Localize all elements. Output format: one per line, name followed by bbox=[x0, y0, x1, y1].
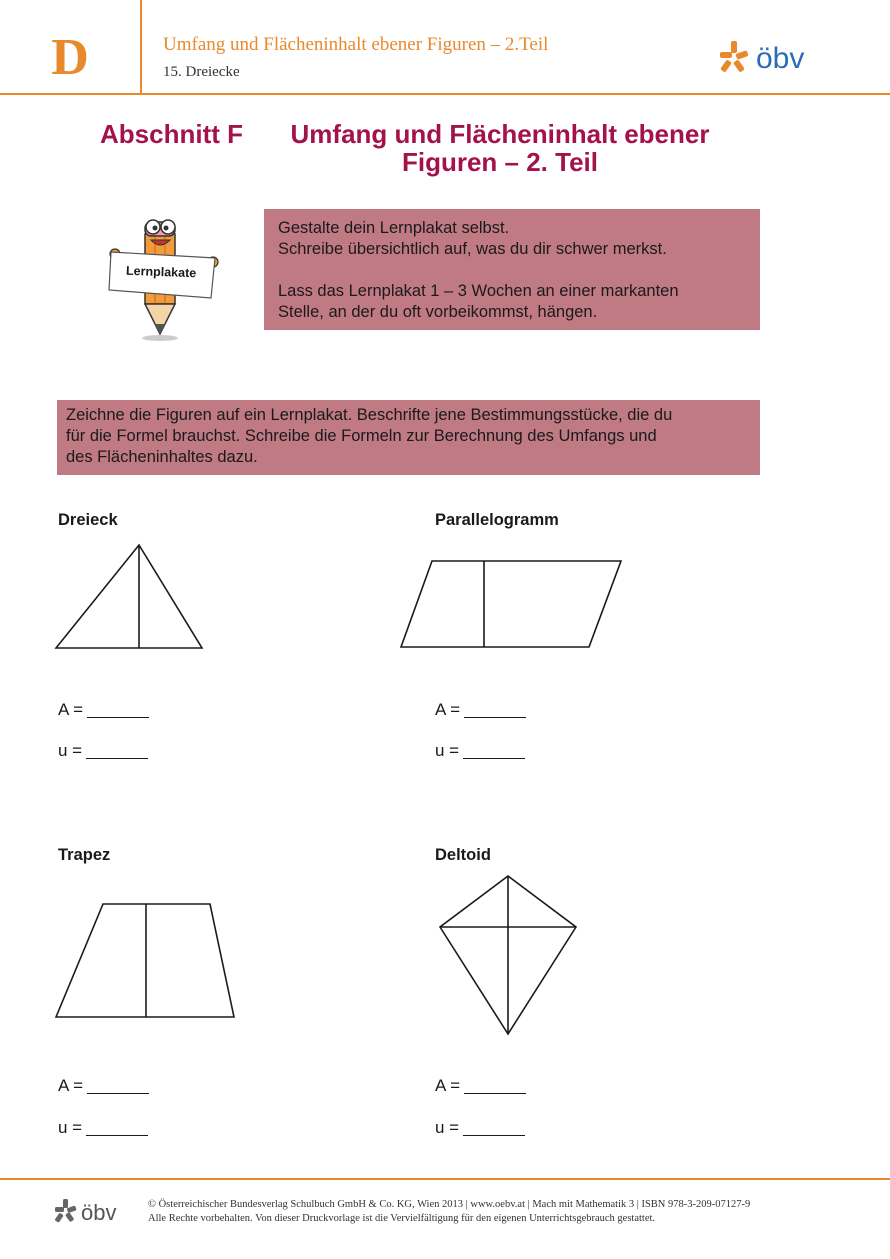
intro-line-2: Schreibe übersichtlich auf, was du dir schwer merkst. bbox=[278, 240, 667, 258]
star-logo-icon bbox=[54, 1199, 76, 1223]
footer-divider bbox=[0, 1178, 890, 1180]
triangle-perimeter-label: u = bbox=[58, 741, 83, 760]
intro-instruction-box bbox=[264, 209, 760, 330]
star-logo-icon bbox=[720, 41, 749, 73]
task-line-2: für die Formel brauchst. Schreibe die Formeln zur Berechnung des Umfangs und bbox=[66, 427, 657, 445]
trapezoid-area-formula bbox=[58, 1076, 149, 1096]
trapezoid-perimeter-blank bbox=[86, 1118, 148, 1136]
parallelogram-perimeter-formula bbox=[435, 741, 525, 761]
footer-line-1: © Österreichischer Bundesverlag Schulbuch GmbH & Co. KG, Wien 2013 | www.oebv.at | Mach mit Mathematik 3 | ISBN 978-3-209-07127-9 bbox=[148, 1199, 751, 1210]
task-line-3: des Flächeninhaltes dazu. bbox=[66, 448, 258, 466]
logo-text: öbv bbox=[756, 42, 805, 75]
triangle-figure bbox=[50, 540, 210, 654]
header-divider-horizontal bbox=[0, 93, 890, 95]
section-heading bbox=[280, 120, 720, 176]
parallelogram-figure bbox=[395, 555, 627, 653]
kite-perimeter-formula bbox=[435, 1118, 525, 1138]
header-divider-vertical bbox=[140, 0, 142, 94]
task-line-1: Zeichne die Figuren auf ein Lernplakat. Beschrifte jene Bestimmungsstücke, die du bbox=[66, 406, 673, 424]
kite-area-blank bbox=[464, 1076, 526, 1094]
kite-area-formula bbox=[435, 1076, 526, 1096]
figure-title-parallelogram: Parallelogramm bbox=[435, 511, 559, 529]
trapezoid-area-label: A = bbox=[58, 1076, 84, 1095]
triangle-perimeter-blank bbox=[86, 741, 148, 759]
trapezoid-perimeter-label: u = bbox=[58, 1118, 83, 1137]
figure-title-triangle: Dreieck bbox=[58, 511, 118, 529]
header-title: Umfang und Flächeninhalt ebener Figuren – 2.Teil bbox=[163, 34, 549, 55]
intro-line-4: Stelle, an der du oft vorbeikommst, hängen. bbox=[278, 303, 598, 321]
figure-title-trapezoid: Trapez bbox=[58, 846, 111, 864]
section-label: Abschnitt F bbox=[100, 119, 243, 149]
trapezoid-figure bbox=[50, 898, 240, 1023]
parallelogram-area-formula bbox=[435, 700, 526, 720]
kite-perimeter-blank bbox=[463, 1118, 525, 1136]
parallelogram-area-blank bbox=[464, 700, 526, 718]
triangle-area-label: A = bbox=[58, 700, 84, 719]
publisher-logo bbox=[718, 38, 818, 83]
kite-perimeter-label: u = bbox=[435, 1118, 460, 1137]
footer-logo-text: öbv bbox=[81, 1200, 117, 1225]
kite-area-label: A = bbox=[435, 1076, 461, 1095]
section-heading-line1: Umfang und Flächeninhalt ebener bbox=[290, 119, 710, 149]
footer-logo bbox=[54, 1197, 126, 1232]
mascot-sign-text: Lernplakate bbox=[125, 263, 197, 281]
trapezoid-area-blank bbox=[87, 1076, 149, 1094]
parallelogram-perimeter-label: u = bbox=[435, 741, 460, 760]
header-subtitle: 15. Dreiecke bbox=[163, 64, 240, 80]
footer-copyright bbox=[148, 1198, 750, 1226]
chapter-letter: D bbox=[51, 29, 89, 86]
triangle-perimeter-formula bbox=[58, 741, 148, 761]
parallelogram-perimeter-blank bbox=[463, 741, 525, 759]
intro-line-1: Gestalte dein Lernplakat selbst. bbox=[278, 219, 510, 237]
trapezoid-perimeter-formula bbox=[58, 1118, 148, 1138]
footer-line-2: Alle Rechte vorbehalten. Von dieser Druckvorlage ist die Vervielfältigung für den eigenen Unterrichtsgebrauch gestattet. bbox=[148, 1213, 656, 1224]
intro-line-3: Lass das Lernplakat 1 – 3 Wochen an einer markanten bbox=[278, 282, 679, 300]
parallelogram-area-label: A = bbox=[435, 700, 461, 719]
section-heading-line2: Figuren – 2. Teil bbox=[401, 147, 598, 177]
kite-figure bbox=[434, 870, 582, 1040]
triangle-area-blank bbox=[87, 700, 149, 718]
task-instruction-box bbox=[57, 400, 760, 475]
figure-title-kite: Deltoid bbox=[435, 846, 491, 864]
triangle-area-formula bbox=[58, 700, 149, 720]
pencil-mascot bbox=[105, 212, 225, 352]
